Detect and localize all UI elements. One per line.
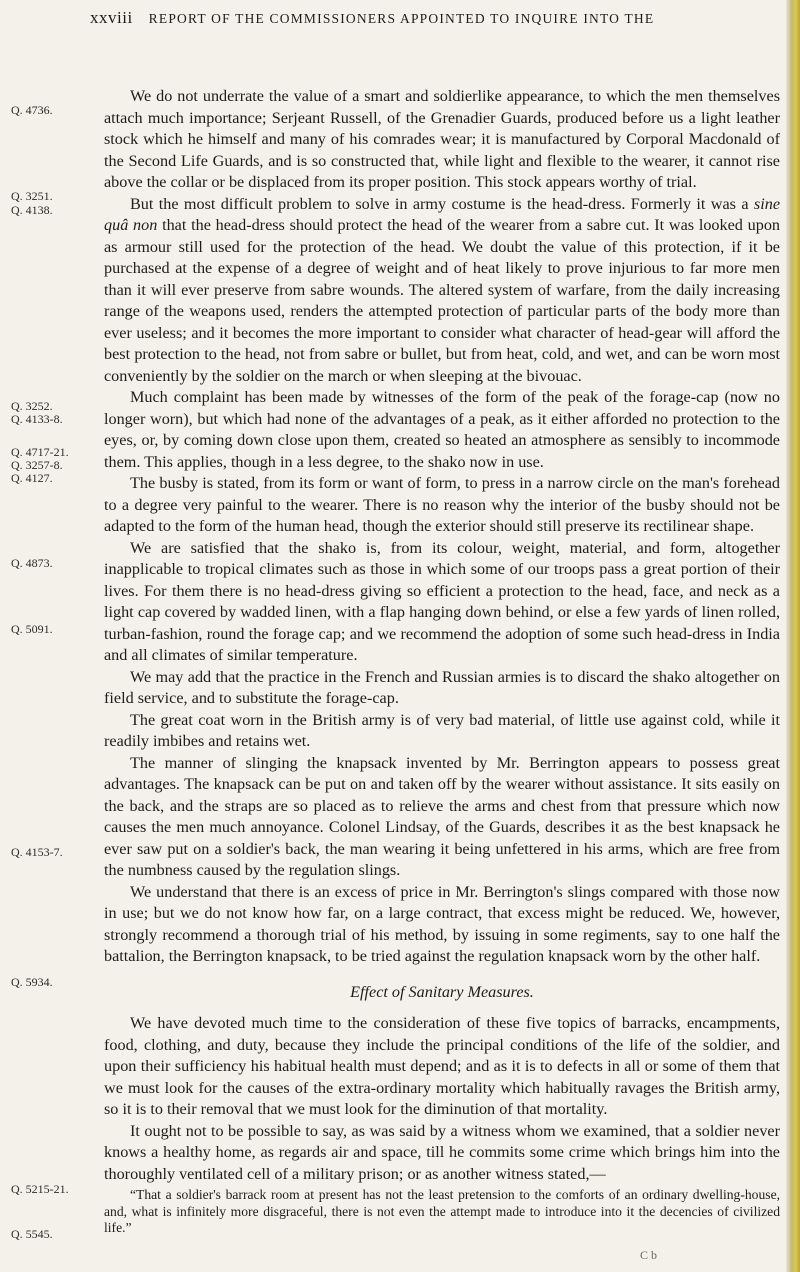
page-number: xxviii bbox=[90, 8, 133, 27]
latin-phrase: sine quâ non bbox=[104, 194, 780, 234]
margin-ref: Q. 3257-8. bbox=[11, 458, 63, 472]
margin-ref: Q. 4127. bbox=[11, 471, 53, 485]
paragraph: It ought not to be possible to say, as was said by a witness whom we examined, that a soldier never knows a healthy home, as regards air and space, till he commits some crime which brings him into the thoroughly ventilated cell of a military prison; or as another witness stated,— bbox=[104, 1121, 780, 1183]
margin-ref: Q. 4873. bbox=[11, 556, 53, 570]
margin-ref: Q. 4138. bbox=[11, 203, 53, 217]
margin-ref: Q. 4133-8. bbox=[11, 412, 63, 426]
running-title: REPORT OF THE COMMISSIONERS APPOINTED TO INQUIRE INTO THE bbox=[148, 11, 655, 26]
margin-ref: Q. 4717-21. bbox=[11, 445, 69, 459]
page-header bbox=[90, 8, 780, 28]
paragraph: We understand that there is an excess of price in Mr. Berrington's slings compared with those now in use; but we do not know how far, on a large contract, that excess might be reduced. We, however, strongly recommend a thorough trial of his method, by issuing in some regiments, say to one half the battalion, the Berrington knapsack, to be tried against the regulation knapsack worn by the other half. bbox=[104, 882, 780, 965]
paragraph: Much complaint has been made by witnesses of the form of the peak of the forage-cap (now no longer worn), but which had none of the advantages of a peak, as it either afforded no protection to the eyes, or, by coming down close upon them, created so heated an atmosphere as sensibly to incommode them. This applies, though in a less degree, to the shako now in use. bbox=[104, 388, 780, 471]
margin-ref: Q. 5934. bbox=[11, 975, 53, 989]
margin-references bbox=[0, 0, 88, 1272]
paragraph: But the most difficult problem to solve in army costume is the head-dress. Formerly it was a sine quâ non that the head-dress should protect the head of the wearer from a sabre cut. It was looked upon as armour still used for the protection of the head. We doubt the value of this protection, if it be purchased at the expense of a degree of weight and of heat likely to prove injurious to far more men than it will ever preserve from sabre wounds. The altered system of warfare, from the daily increasing range of the weapons used, renders the attempted protection of particular parts of the body more than ever useless; and it becomes the more important to consider what character of head-gear will afford the best protection to the head, not from sabre or bullet, but from heat, cold, and wet, and can be worn most conveniently by the soldier on the march or when sleeping at the bivouac. bbox=[104, 194, 781, 385]
signature-mark: C b bbox=[640, 1248, 658, 1262]
block-quote: “That a soldier's barrack room at present has not the least pretension to the comforts of an ordinary dwelling-house, and, what is infinitely more disgraceful, there is not even the attempt made to introduce into it the decencies of civilized life.” bbox=[104, 1187, 780, 1235]
margin-ref: Q. 4736. bbox=[11, 103, 53, 117]
margin-ref: Q. 5545. bbox=[11, 1227, 53, 1241]
body-text bbox=[104, 86, 780, 1237]
paragraph: We have devoted much time to the consideration of these five topics of barracks, encampments, food, clothing, and duty, because they include the principal conditions of the life of the soldier, and upon their sufficiency his habitual health must depend; and as it is to defects in all or some of them that we must look for the causes of the extra-ordinary mortality which habitually ravages the British army, so it is to their removal that we must look for the diminution of that mortality. bbox=[104, 1014, 780, 1118]
paragraph: The great coat worn in the British army is of very bad material, of little use against cold, while it readily imbibes and retains wet. bbox=[104, 710, 780, 750]
paragraph: The manner of slinging the knapsack invented by Mr. Berrington appears to possess great advantages. The knapsack can be put on and taken off by the wearer without assistance. It sits easily on the back, and the straps are so placed as to relieve the arms and chest from that pressure which now causes the men much annoyance. Colonel Lindsay, of the Guards, describes it as the best knapsack he ever saw put on a soldier's back, the man wearing it being unfettered in his arms, which are free from the numbness caused by the regulation slings. bbox=[104, 753, 780, 879]
margin-ref: Q. 5215-21. bbox=[11, 1182, 69, 1196]
paragraph: We do not underrate the value of a smart and soldierlike appearance, to which the men themselves attach much importance; Serjeant Russell, of the Grenadier Guards, produced before us a light leather stock which he himself and many of his comrades wear; it is manufactured by Corporal Macdonald of the Second Life Guards, and is so constructed that, while light and flexible to the wearer, it cannot rise above the collar or be displaced from its proper position. This stock appears worthy of trial. bbox=[104, 87, 780, 191]
margin-ref: Q. 4153-7. bbox=[11, 845, 63, 859]
paragraph: We may add that the practice in the French and Russian armies is to discard the shako altogether on field service, and to substitute the forage-cap. bbox=[104, 667, 780, 707]
margin-ref: Q. 3251. bbox=[11, 189, 53, 203]
margin-ref: Q. 5091. bbox=[11, 622, 53, 636]
paragraph: We are satisfied that the shako is, from its colour, weight, material, and form, altogether inapplicable to tropical climates such as those in which some of our troops pass a great portion of their lives. For them there is no head-dress giving so efficient a protection to the head, face, and neck as a light cap covered by wadded linen, with a flap hanging down behind, or else a few yards of linen rolled, turban-fashion, round the forage cap; and we recommend the adoption of some such head-dress in India and all climates of similar temperature. bbox=[104, 538, 780, 664]
paragraph: The busby is stated, from its form or want of form, to press in a narrow circle on the man's forehead to a degree very painful to the wearer. There is no reason why the interior of the busby should not be adapted to the form of the human head, though the exterior should still preserve its rectilinear shape. bbox=[104, 474, 780, 535]
section-heading: Effect of Sanitary Measures. bbox=[350, 982, 534, 1001]
margin-ref: Q. 3252. bbox=[11, 399, 53, 413]
page-edge bbox=[786, 0, 800, 1272]
